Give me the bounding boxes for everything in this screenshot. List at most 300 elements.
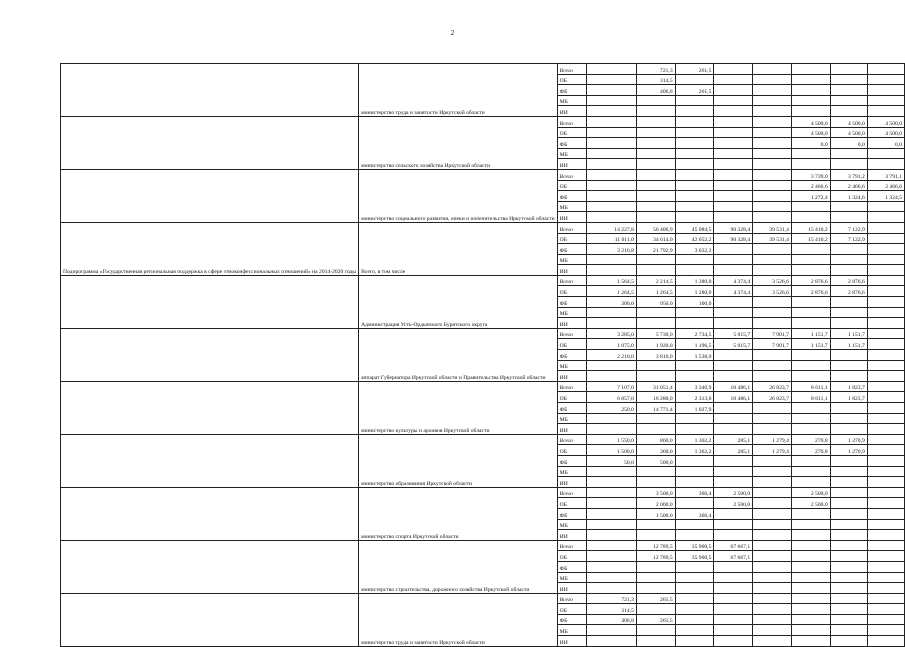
value-cell [830,424,867,435]
executor-cell: аппарат Губернатора Иркутской области и Правительства Иркутской области [359,328,558,381]
value-cell [867,64,904,75]
value-cell [636,191,675,202]
value-cell [867,318,904,329]
value-cell [587,265,637,276]
value-cell: 0,0 [830,138,867,149]
value-cell [714,297,753,308]
program-cell [61,275,359,328]
value-cell [675,159,714,170]
value-cell: 261,5 [675,85,714,96]
value-cell [867,222,904,233]
program-cell [61,328,359,381]
source-cell: ФБ [557,508,587,519]
value-cell [753,477,792,488]
value-cell [587,551,637,562]
value-cell [675,455,714,466]
value-cell [753,95,792,106]
value-cell [830,487,867,498]
value-cell: 7 122,9 [830,233,867,244]
value-cell [675,604,714,615]
value-cell [791,244,830,255]
source-cell: ОБ [557,180,587,191]
value-cell [714,572,753,583]
value-cell: 261,5 [675,64,714,75]
page-number: 2 [450,29,455,37]
value-cell [675,636,714,647]
value-cell [830,307,867,318]
value-cell [791,413,830,424]
value-cell: 56 406,9 [636,222,675,233]
value-cell: 5 730,0 [636,328,675,339]
value-cell [714,265,753,276]
source-cell: ФБ [557,85,587,96]
value-cell [675,201,714,212]
value-cell [791,614,830,625]
value-cell [830,212,867,223]
value-cell: 2 876,6 [791,275,830,286]
value-cell [714,455,753,466]
value-cell [675,106,714,117]
value-cell: 15 410,2 [791,233,830,244]
value-cell [830,530,867,541]
value-cell: 1 264,5 [636,286,675,297]
value-cell [791,593,830,604]
value-cell [714,212,753,223]
value-cell: 2 466,6 [830,180,867,191]
value-cell: 1 550,0 [587,434,637,445]
value-cell [867,275,904,286]
value-cell [791,297,830,308]
value-cell [675,593,714,604]
value-cell [791,561,830,572]
value-cell [753,116,792,127]
value-cell [714,371,753,382]
value-cell: 3 810,0 [636,350,675,361]
executor-cell: министерство образования Иркутской области [359,434,558,487]
program-cell [61,593,359,646]
value-cell [587,148,637,159]
value-cell [714,191,753,202]
value-cell [753,244,792,255]
value-cell [714,169,753,180]
value-cell [753,85,792,96]
source-cell: МБ [557,466,587,477]
value-cell [587,116,637,127]
value-cell [714,508,753,519]
value-cell [636,212,675,223]
value-cell [714,625,753,636]
value-cell: 42 052,2 [675,233,714,244]
value-cell [753,625,792,636]
source-cell: Всего [557,64,587,75]
value-cell [753,360,792,371]
value-cell [636,583,675,594]
value-cell [753,572,792,583]
value-cell: 2 500,0 [714,487,753,498]
value-cell: 406,8 [636,85,675,96]
value-cell [830,636,867,647]
source-cell: МБ [557,95,587,106]
value-cell: 950,0 [636,297,675,308]
value-cell [636,265,675,276]
value-cell: 1 362,2 [675,445,714,456]
value-cell [587,360,637,371]
source-cell: Всего [557,116,587,127]
value-cell [587,254,637,265]
value-cell: 314,5 [636,74,675,85]
value-cell [830,593,867,604]
value-cell [867,244,904,255]
table-row [61,381,905,392]
value-cell: 39 531,4 [753,222,792,233]
value-cell: 3 340,9 [675,381,714,392]
value-cell [867,381,904,392]
value-cell: 2 466,6 [791,180,830,191]
value-cell [675,307,714,318]
value-cell [587,519,637,530]
value-cell [636,148,675,159]
value-cell: 2 500,0 [791,487,830,498]
value-cell [753,191,792,202]
value-cell [753,551,792,562]
value-cell: 15 410,2 [791,222,830,233]
executor-cell: министерство спорта Иркутской области [359,487,558,540]
value-cell: 14 771,4 [636,403,675,414]
value-cell [867,286,904,297]
value-cell [867,572,904,583]
value-cell [714,604,753,615]
value-cell [867,95,904,106]
source-cell: ИИ [557,424,587,435]
value-cell: 12 789,5 [636,551,675,562]
value-cell [867,212,904,223]
value-cell [587,85,637,96]
value-cell [867,159,904,170]
value-cell [867,424,904,435]
value-cell [791,572,830,583]
budget-table [60,63,905,647]
value-cell [791,519,830,530]
value-cell [791,455,830,466]
value-cell [587,201,637,212]
value-cell [636,127,675,138]
value-cell [867,487,904,498]
value-cell: 285,1 [714,434,753,445]
value-cell [867,350,904,361]
value-cell [636,625,675,636]
table-row [61,169,905,180]
value-cell: 1 270,9 [830,434,867,445]
executor-cell: министерство труда и занятости Иркутской области [359,593,558,646]
executor-cell: министерство социального развития, опеки и попечительства Иркутской области [359,169,558,222]
table-row [61,64,905,75]
value-cell: 1 196,5 [675,339,714,350]
value-cell [587,106,637,117]
source-cell: ФБ [557,403,587,414]
value-cell [867,445,904,456]
value-cell [791,551,830,562]
value-cell [675,127,714,138]
executor-cell: Администрация Усть-Ордынского Бурятского округа [359,275,558,328]
value-cell [753,508,792,519]
source-cell: ОБ [557,286,587,297]
value-cell: 8 611,1 [791,392,830,403]
value-cell [867,434,904,445]
source-cell: Всего [557,487,587,498]
value-cell: 261,5 [636,593,675,604]
value-cell: 721,3 [587,593,637,604]
value-cell [753,127,792,138]
value-cell [830,403,867,414]
value-cell [675,212,714,223]
value-cell [714,106,753,117]
value-cell [867,636,904,647]
value-cell [587,424,637,435]
value-cell [587,477,637,488]
source-cell: ИИ [557,530,587,541]
value-cell [830,106,867,117]
value-cell: 500,0 [636,455,675,466]
value-cell: 90 328,4 [714,222,753,233]
value-cell: 1 823,7 [830,392,867,403]
value-cell [675,169,714,180]
value-cell [675,318,714,329]
source-cell: Всего [557,328,587,339]
value-cell [830,413,867,424]
value-cell [753,371,792,382]
value-cell: 4 500,0 [791,116,830,127]
value-cell [867,625,904,636]
value-cell [791,201,830,212]
value-cell: 1 380,0 [675,275,714,286]
value-cell: 4 500,0 [830,116,867,127]
value-cell [714,74,753,85]
source-cell: ИИ [557,477,587,488]
value-cell: 1 362,2 [675,434,714,445]
value-cell [867,519,904,530]
value-cell [791,159,830,170]
value-cell [753,403,792,414]
value-cell [867,455,904,466]
value-cell [791,604,830,615]
source-cell: ФБ [557,191,587,202]
value-cell [587,64,637,75]
value-cell [753,561,792,572]
value-cell [830,572,867,583]
value-cell [867,85,904,96]
value-cell [753,413,792,424]
value-cell [587,212,637,223]
value-cell: 2 876,6 [830,275,867,286]
value-cell [867,201,904,212]
table-row [61,328,905,339]
budget-table-body [61,64,905,647]
value-cell: 67 667,1 [714,540,753,551]
source-cell: Всего [557,222,587,233]
value-cell [714,85,753,96]
value-cell [867,614,904,625]
value-cell [867,477,904,488]
program-cell [61,381,359,434]
source-cell: ИИ [557,318,587,329]
value-cell: 4 374,4 [714,275,753,286]
value-cell [867,508,904,519]
program-cell [61,540,359,593]
value-cell: 270,8 [791,434,830,445]
value-cell [636,307,675,318]
value-cell [791,85,830,96]
value-cell: 1 270,9 [830,445,867,456]
value-cell: 3 791,1 [867,169,904,180]
value-cell: 1 027,9 [675,403,714,414]
value-cell [830,297,867,308]
value-cell: 1 075,0 [587,339,637,350]
value-cell [791,106,830,117]
value-cell: 35 900,5 [675,551,714,562]
value-cell [753,148,792,159]
value-cell [867,413,904,424]
value-cell: 34 614,0 [636,233,675,244]
value-cell [791,403,830,414]
value-cell: 2 876,6 [791,286,830,297]
table-row [61,593,905,604]
value-cell [675,254,714,265]
source-cell: Всего [557,593,587,604]
value-cell [636,519,675,530]
value-cell: 12 789,5 [636,540,675,551]
value-cell [714,244,753,255]
value-cell: 314,5 [587,604,637,615]
value-cell [714,360,753,371]
value-cell [714,519,753,530]
value-cell [791,636,830,647]
value-cell [867,371,904,382]
value-cell: 4 374,4 [714,286,753,297]
value-cell [714,636,753,647]
value-cell: 366,4 [675,508,714,519]
value-cell: 3 216,8 [587,244,637,255]
value-cell [587,307,637,318]
value-cell [587,180,637,191]
value-cell [830,583,867,594]
value-cell [714,561,753,572]
source-cell: МБ [557,519,587,530]
source-cell: Всего [557,540,587,551]
value-cell [636,318,675,329]
source-cell: ОБ [557,233,587,244]
value-cell [587,508,637,519]
value-cell [830,201,867,212]
value-cell [791,307,830,318]
value-cell: 406,8 [587,614,637,625]
value-cell: 2 734,5 [675,328,714,339]
value-cell: 250,0 [587,403,637,414]
source-cell: ИИ [557,159,587,170]
value-cell [636,360,675,371]
value-cell [830,519,867,530]
value-cell [636,180,675,191]
value-cell: 2 000,0 [636,498,675,509]
value-cell [830,551,867,562]
source-cell: МБ [557,254,587,265]
source-cell: ФБ [557,455,587,466]
source-cell: ОБ [557,339,587,350]
value-cell [830,604,867,615]
value-cell [830,64,867,75]
value-cell [636,106,675,117]
value-cell [791,540,830,551]
value-cell: 0,0 [791,138,830,149]
value-cell [714,95,753,106]
value-cell [791,350,830,361]
value-cell [587,127,637,138]
value-cell: 3 739,0 [791,169,830,180]
value-cell: 1 151,7 [830,328,867,339]
value-cell [587,498,637,509]
value-cell [753,498,792,509]
value-cell: 261,5 [636,614,675,625]
value-cell [675,572,714,583]
value-cell [675,583,714,594]
value-cell: 1 279,4 [753,445,792,456]
source-cell: ИИ [557,371,587,382]
value-cell [675,180,714,191]
value-cell: 21 792,9 [636,244,675,255]
value-cell [753,64,792,75]
value-cell [753,297,792,308]
value-cell: 67 667,1 [714,551,753,562]
value-cell [675,477,714,488]
value-cell [830,561,867,572]
value-cell [753,540,792,551]
value-cell [636,424,675,435]
value-cell [867,551,904,562]
value-cell [587,371,637,382]
value-cell [675,561,714,572]
value-cell [675,360,714,371]
value-cell [675,148,714,159]
value-cell [753,614,792,625]
value-cell [714,413,753,424]
value-cell [753,350,792,361]
source-cell: МБ [557,625,587,636]
value-cell: 3 791,2 [830,169,867,180]
value-cell: 11 011,0 [587,233,637,244]
value-cell [636,254,675,265]
value-cell [675,138,714,149]
value-cell [830,85,867,96]
value-cell: 285,1 [714,445,753,456]
value-cell: 860,0 [636,434,675,445]
program-cell [61,434,359,487]
value-cell [636,604,675,615]
value-cell [714,583,753,594]
value-cell [867,106,904,117]
source-cell: Всего [557,381,587,392]
value-cell [636,561,675,572]
value-cell [753,180,792,191]
table-row [61,275,905,286]
program-cell: Подпрограмма «Государственная региональная поддержка в сфере этноконфессиональных отношений» на 2014-2020 годы [61,222,359,275]
value-cell [714,424,753,435]
value-cell [830,360,867,371]
value-cell [587,487,637,498]
value-cell: 1 538,0 [675,350,714,361]
value-cell: 1 279,4 [753,434,792,445]
value-cell [753,318,792,329]
value-cell: 26 823,7 [753,381,792,392]
value-cell [587,413,637,424]
